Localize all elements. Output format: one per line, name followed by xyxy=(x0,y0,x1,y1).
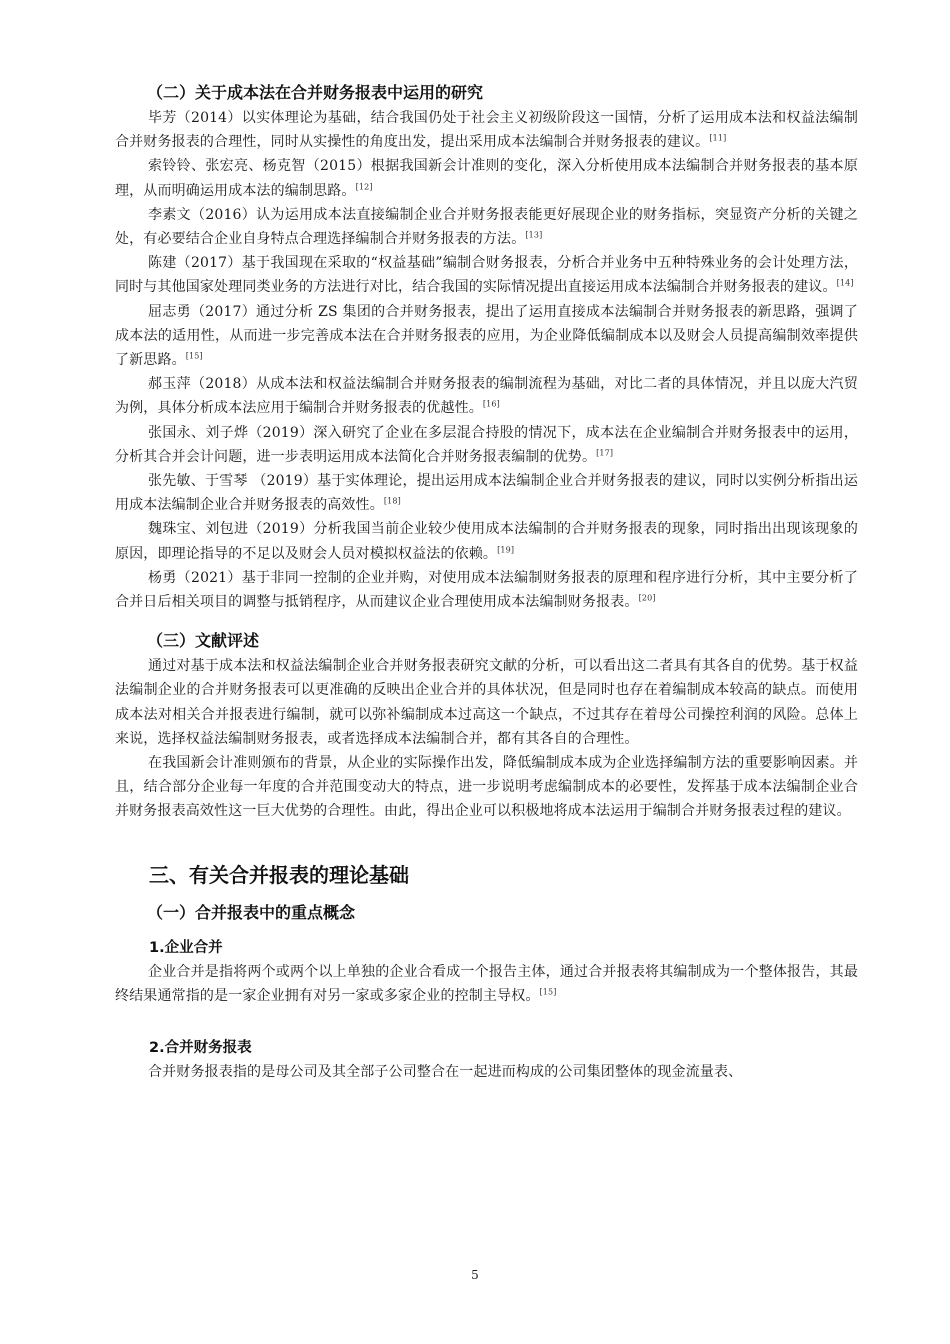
citation: [12] xyxy=(355,181,373,191)
paragraph: 郝玉萍（2018）从成本法和权益法编制合并财务报表的编制流程为基础，对比二者的具体情况，并且以庞大汽贸为例，具体分析成本法应用于编制合并财务报表的优越性。[16] xyxy=(115,376,858,417)
chapter-heading: 三、有关合并报表的理论基础 xyxy=(149,862,409,887)
paragraph: 在我国新会计准则颁布的背景，从企业的实际操作出发，降低编制成本成为企业选择编制方法的重要影响因素。并且，结合部分企业每一年度的合并范围变动大的特点，进一步说明考虑编制成本的必要性，发挥基于成本法编制企业合并财务报表高效性这一巨大优势的合理性。由此，得出企业可以积极地将成本法运用于编制合并财务报表过程的建议。 xyxy=(115,755,858,820)
section3-body xyxy=(115,654,858,823)
paragraph: 魏珠宝、刘包进（2019）分析我国当前企业较少使用成本法编制的合并财务报表的现象，同时指出出现该现象的原因，即理论指导的不足以及财会人员对模拟权益法的依赖。[19] xyxy=(115,521,858,562)
paragraph: 合并财务报表指的是母公司及其全部子公司整合在一起进而构成的公司集团整体的现金流量表、 xyxy=(148,1064,743,1081)
page-number: 5 xyxy=(471,1268,479,1282)
subheading-consolidated-statements: 2.合并财务报表 xyxy=(149,1040,252,1057)
spacer xyxy=(115,824,858,860)
citation: [15] xyxy=(185,351,203,361)
subheading-business-combination: 1.企业合并 xyxy=(149,939,223,956)
paragraph: 张先敏、于雪琴 （2019）基于实体理论，提出运用成本法编制企业合并财务报表的建议，同时以实例分析指出运用成本法编制企业合并财务报表的高效性。[18] xyxy=(115,473,858,514)
spacer xyxy=(115,1008,858,1036)
citation: [19] xyxy=(497,545,515,554)
citation: [16] xyxy=(482,399,500,409)
paragraph: 毕芳（2014）以实体理论为基础，结合我国仍处于社会主义初级阶段这一国情，分析了运用成本法和权益法编制合并财务报表的合理性，同时从实操性的角度出发，提出采用成本法编制合并财务报表的建议。[11] xyxy=(115,110,858,151)
citation: [20] xyxy=(638,593,656,603)
section2-body xyxy=(115,106,858,614)
paragraph: 陈建（2017）基于我国现在采取的“权益基础”编制合财务报表，分析合并业务中五种特殊业务的会计处理方法，同时与其他国家处理同类业务的方法进行对比，结合我国的实际情况提出直接运用成本法编制合并财务报表的建议。[14] xyxy=(115,255,858,296)
section-heading-key-concepts: （一）合并报表中的重点概念 xyxy=(147,902,356,922)
spacer xyxy=(115,926,858,936)
paragraph: 通过对基于成本法和权益法编制企业合并财务报表研究文献的分析，可以看出这二者具有其各自的优势。基于权益法编制企业的合并财务报表可以更准确的反映出企业合并的具体状况，但是同时也存在着编制成本较高的缺点。而使用成本法对相关合并报表进行编制，就可以弥补编制成本过高这一个缺点，不过其存在着母公司操控利润的风险。总体上来说，选择权益法编制财务报表，或者选择成本法编制合并，都有其各自的合理性。 xyxy=(115,658,858,747)
page-content xyxy=(115,80,858,1084)
spacer xyxy=(115,890,858,900)
citation: [18] xyxy=(383,496,401,506)
citation: [14] xyxy=(836,278,854,288)
citation: [11] xyxy=(709,133,727,143)
paragraph: 索铃铃、张宏亮、杨克智（2015）根据我国新会计准则的变化，深入分析使用成本法编制合并财务报表的基本原理，从而明确运用成本法的编制思路。[12] xyxy=(115,158,858,199)
paragraph: 张国永、刘子烨（2019）深入研究了企业在多层混合持股的情况下，成本法在企业编制合并财务报表中的运用，分析其合并会计问题，进一步表明运用成本法简化合并财务报表编制的优势。[17] xyxy=(115,424,858,465)
citation: [13] xyxy=(525,230,543,240)
paragraph: 杨勇（2021）基于非同一控制的企业并购，对使用成本法编制财务报表的原理和程序进行分析，其中主要分析了合并日后相关项目的调整与抵销程序，从而建议企业合理使用成本法编制财务报表。[20] xyxy=(115,569,858,611)
paragraph: 企业合并是指将两个或两个以上单独的企业合看成一个报告主体，通过合并报表将其编制成为一个整体报告，其最终结果通常指的是一家企业拥有对另一家或多家企业的控制主导权。[15] xyxy=(115,963,858,1004)
paragraph: 屈志勇（2017）通过分析 ZS 集团的合并财务报表，提出了运用直接成本法编制合并财务报表的新思路，强调了成本法的适用性，从而进一步完善成本法在合并财务报表的应用，为企业降低编制成本以及财会人员提高编制效率提供了新思路。[15] xyxy=(115,303,858,369)
citation: [17] xyxy=(596,448,614,458)
spacer xyxy=(115,614,858,628)
section-heading-cost-method-research: （二）关于成本法在合并财务报表中运用的研究 xyxy=(147,83,484,102)
section-heading-literature-review: （三）文献评述 xyxy=(147,631,260,651)
citation: [15] xyxy=(539,987,557,997)
paragraph: 李素文（2016）认为运用成本法直接编制企业合并财务报表能更好展现企业的财务指标，突显资产分析的关键之处，有必要结合企业自身特点合理选择编制合并财务报表的方法。[13] xyxy=(115,206,858,248)
